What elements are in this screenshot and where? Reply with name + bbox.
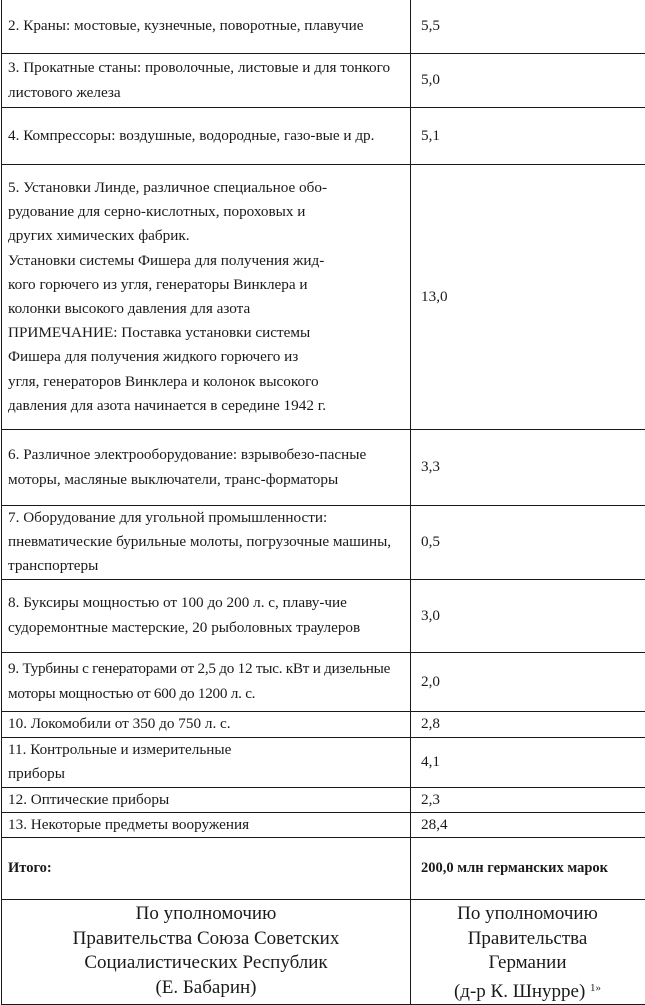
item-cell: 11. Контрольные и измерительные приборы	[2, 737, 411, 787]
total-value: 200,0 млн германских марок	[411, 838, 645, 900]
item-cell: 13. Некоторые предметы вооружения	[2, 812, 411, 837]
item-cell: 6. Различное электрооборудование: взрывобезо-пасные моторы, масляные выключатели, транс-форматоры	[2, 430, 411, 506]
value-cell: 2,0	[411, 652, 645, 711]
signature-line: Правительства	[417, 927, 638, 952]
value-cell: 2,3	[411, 787, 645, 812]
goods-table	[1, 0, 645, 1005]
value-cell: 5,1	[411, 108, 645, 165]
item-line: рудование для серно-кислотных, пороховых и	[8, 200, 402, 224]
signature-line: Социалистических Республик	[8, 951, 404, 976]
value-cell: 4,1	[411, 737, 645, 787]
signature-line: По уполномочию	[8, 902, 404, 927]
signature-name: (д-р К. Шнурре)	[454, 981, 585, 1002]
item-cell: 8. Буксиры мощностью от 100 до 200 л. с, плаву-чие судоремонтные мастерские, 20 рыболовных траулеров	[2, 579, 411, 652]
signature-name: (Е. Бабарин)	[8, 976, 404, 1001]
table-row	[2, 54, 645, 108]
footnote-marker: 1»	[590, 982, 601, 994]
item-line: ПРИМЕЧАНИЕ: Поставка установки системы	[8, 321, 402, 345]
table-row	[2, 0, 645, 54]
item-line: давления для азота начинается в середине 1942 г.	[8, 394, 402, 418]
table-row	[2, 165, 645, 430]
item-line: других химических фабрик.	[8, 224, 402, 248]
value-cell: 0,5	[411, 506, 645, 580]
table-row	[2, 652, 645, 711]
table-row	[2, 787, 645, 812]
table-row	[2, 108, 645, 165]
value-cell: 3,0	[411, 579, 645, 652]
item-line: колонки высокого давления для азота	[8, 297, 402, 321]
value-cell: 5,0	[411, 54, 645, 108]
item-cell	[2, 165, 411, 430]
table-row	[2, 711, 645, 737]
total-row	[2, 838, 645, 900]
item-line: 5. Установки Линде, различное специальное обо-	[8, 176, 402, 200]
item-cell: 3. Прокатные станы: проволочные, листовые и для тонкого листового железа	[2, 54, 411, 108]
table-row	[2, 737, 645, 787]
item-cell: 4. Компрессоры: воздушные, водородные, газо-вые и др.	[2, 108, 411, 165]
table-row	[2, 506, 645, 580]
signature-line: Германии	[417, 951, 638, 976]
signature-line: По уполномочию	[417, 902, 638, 927]
item-line: кого горючего из угля, генераторы Винклера и	[8, 273, 402, 297]
item-cell: 10. Локомобили от 350 до 750 л. с.	[2, 711, 411, 737]
value-cell: 28,4	[411, 812, 645, 837]
item-cell: 9. Турбины с генераторами от 2,5 до 12 тыс. кВт и дизельные моторы мощностью от 600 до 1200 л. с.	[2, 652, 411, 711]
table-row	[2, 579, 645, 652]
table-row	[2, 430, 645, 506]
signature-row	[2, 900, 645, 1005]
item-cell: 7. Оборудование для угольной промышленности: пневматические бурильные молоты, погрузочные машины, транспортеры	[2, 506, 411, 580]
item-cell: 12. Оптические приборы	[2, 787, 411, 812]
value-cell: 3,3	[411, 430, 645, 506]
item-cell: 2. Краны: мостовые, кузнечные, поворотные, плавучие	[2, 0, 411, 54]
signature-germany	[411, 900, 645, 1005]
value-cell: 13,0	[411, 165, 645, 430]
signature-ussr	[2, 900, 411, 1005]
item-line: Установки системы Фишера для получения жид-	[8, 249, 402, 273]
item-line: угля, генераторов Винклера и колонок высокого	[8, 370, 402, 394]
value-cell: 2,8	[411, 711, 645, 737]
item-line: Фишера для получения жидкого горючего из	[8, 345, 402, 369]
signature-line: Правительства Союза Советских	[8, 927, 404, 952]
total-label: Итого:	[2, 838, 411, 900]
value-cell: 5,5	[411, 0, 645, 54]
table-row	[2, 812, 645, 837]
